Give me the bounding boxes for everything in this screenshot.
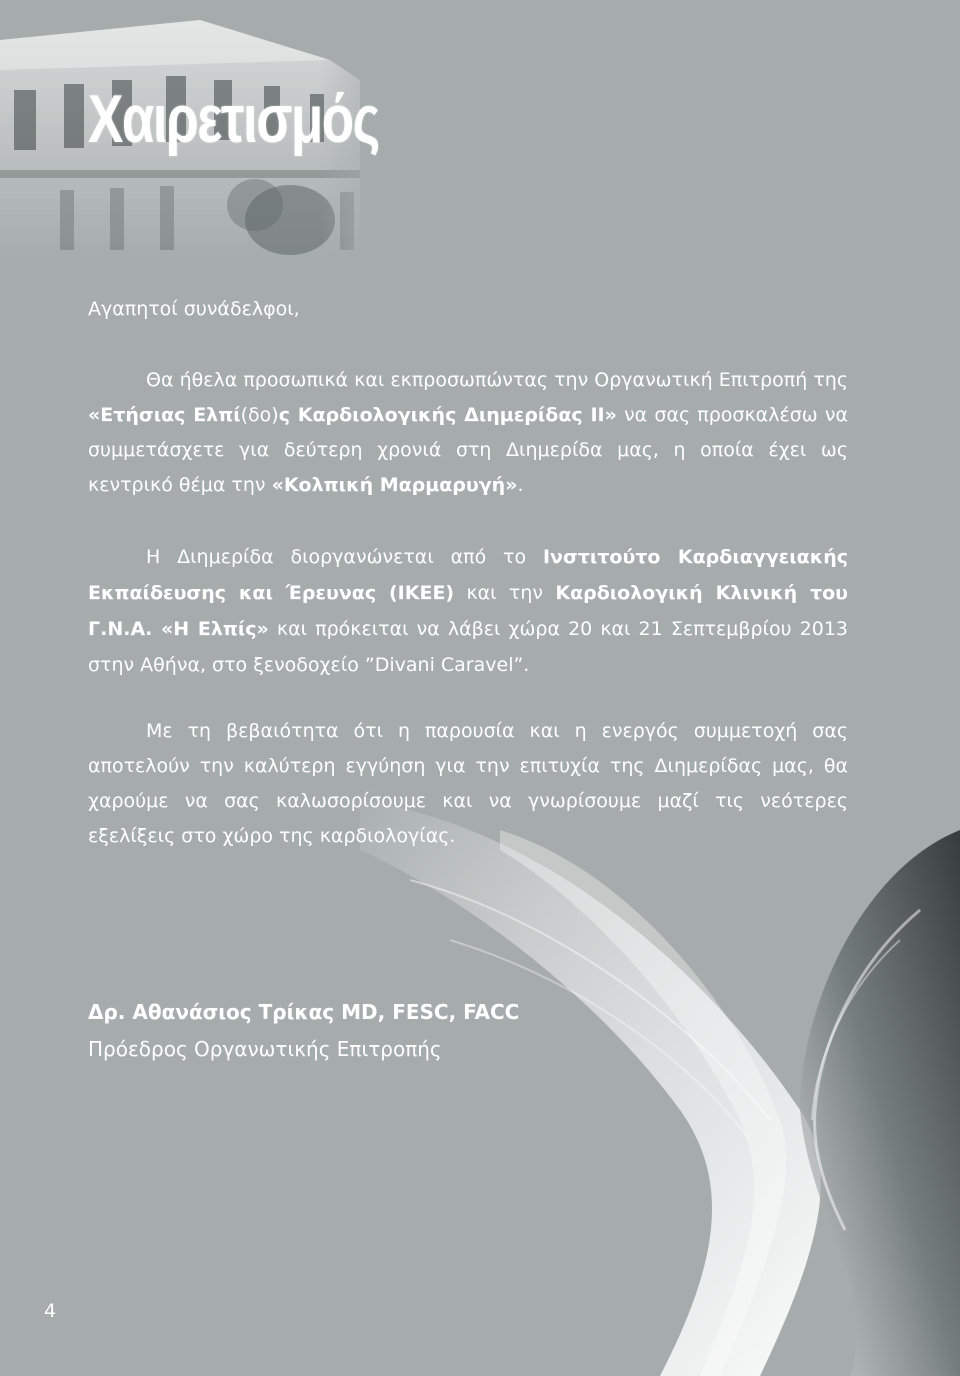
salutation bbox=[88, 292, 848, 327]
text-run: . bbox=[517, 474, 524, 496]
book-heart-illustration bbox=[300, 790, 960, 1376]
text-run: να σας προσκαλέσω να συμμετάσχετε για δεύτερη χρονιά στη Διημερίδα μας, η οποία έχει ως κεντρικό θέμα την bbox=[88, 404, 848, 496]
text-run: Θα ήθελα προσωπικά και εκπροσωπώντας την Οργανωτική Επιτροπή της bbox=[146, 369, 848, 391]
page-number: 4 bbox=[44, 1300, 57, 1322]
signature-role: Πρόεδρος Οργανωτικής Επιτροπής bbox=[88, 1037, 442, 1061]
institute-name: Ινστιτούτο Καρδιαγγειακής Εκπαίδευσης και Έρευνας (ΙΚΕΕ) bbox=[88, 546, 848, 604]
paragraph-organizers-text bbox=[88, 539, 848, 683]
paragraph-invitation bbox=[88, 363, 848, 503]
text-run: (δο) bbox=[240, 404, 279, 426]
event-name-part1: «Ετήσιας Ελπί bbox=[88, 404, 241, 426]
signature-block bbox=[88, 994, 519, 1068]
page-title: Χαιρετισμός bbox=[88, 81, 379, 157]
paragraph-organizers bbox=[88, 539, 848, 683]
text-run: Η Διημερίδα διοργανώνεται από το bbox=[146, 546, 543, 568]
salutation-text: Αγαπητοί συνάδελφοι, bbox=[88, 298, 300, 320]
paragraph-invitation-text bbox=[88, 363, 848, 503]
event-name-part2: ς Καρδιολογικής Διημερίδας ΙΙ» bbox=[278, 404, 617, 426]
paragraph-closing bbox=[88, 714, 848, 854]
signature-name: Δρ. Αθανάσιος Τρίκας MD, FESC, FACC bbox=[88, 1000, 520, 1024]
theme-name: «Κολπική Μαρμαρυγή» bbox=[271, 474, 518, 496]
paragraph-closing-text: Με τη βεβαιότητα ότι η παρουσία και η ενεργός συμμετοχή σας αποτελούν την καλύτερη εγγύηση για την επιτυχία της Διημερίδας μας, θα χαρούμε να σας καλωσορίσουμε και να γνωρίσουμε μαζί τις νεότερες εξελίξεις στο χώρο της καρδιολογίας. bbox=[88, 720, 848, 847]
text-run: και την bbox=[454, 582, 556, 604]
clinic-name: Καρδιολογική Κλινική του Γ.Ν.Α. «Η Ελπίς» bbox=[88, 582, 849, 640]
text-run: και πρόκειται να λάβει χώρα 20 και 21 Σεπτεμβρίου 2013 στην Αθήνα, στο ξενοδοχείο ”Divani Caravel”. bbox=[88, 618, 848, 676]
